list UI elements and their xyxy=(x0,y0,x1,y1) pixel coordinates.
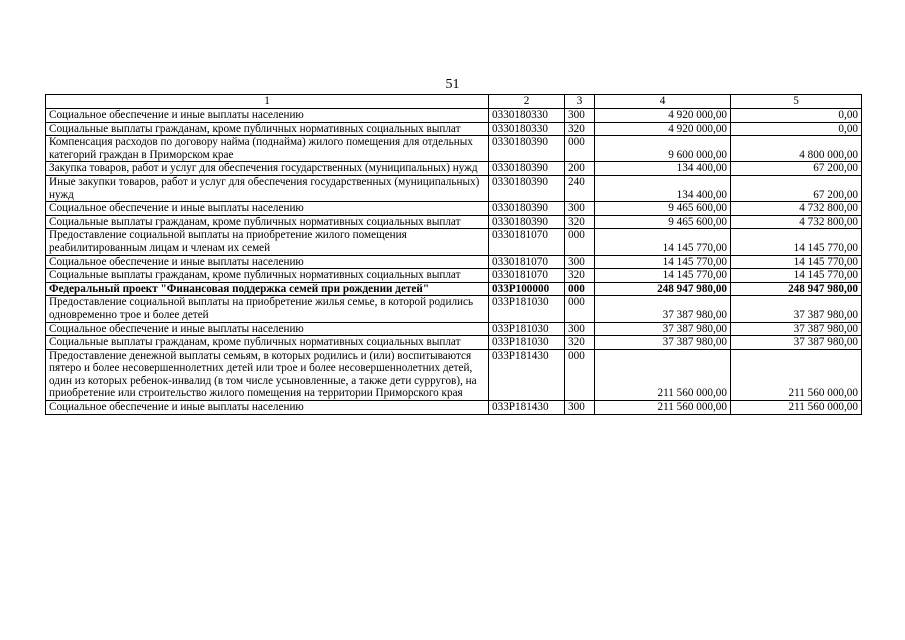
row-type-cell: 000 xyxy=(565,296,595,322)
row-type-cell: 300 xyxy=(565,401,595,415)
row-code-cell: 0330180390 xyxy=(489,136,565,162)
row-code-cell: 033P181030 xyxy=(489,322,565,336)
row-amount-col5-cell: 0,00 xyxy=(731,109,862,123)
row-amount-col4-cell: 134 400,00 xyxy=(595,175,731,201)
row-amount-col5-cell: 37 387 980,00 xyxy=(731,322,862,336)
row-amount-col5-cell: 14 145 770,00 xyxy=(731,229,862,255)
row-name-cell: Социальные выплаты гражданам, кроме публичных нормативных социальных выплат xyxy=(46,122,489,136)
row-amount-col4-cell: 211 560 000,00 xyxy=(595,349,731,400)
row-type-cell: 320 xyxy=(565,269,595,283)
row-amount-col4-cell: 4 920 000,00 xyxy=(595,109,731,123)
row-code-cell: 0330180330 xyxy=(489,122,565,136)
row-amount-col4-cell: 9 465 600,00 xyxy=(595,215,731,229)
row-code-cell: 0330180390 xyxy=(489,215,565,229)
row-type-cell: 000 xyxy=(565,136,595,162)
row-type-cell: 320 xyxy=(565,215,595,229)
table-row xyxy=(46,215,862,229)
table-row xyxy=(46,109,862,123)
row-amount-col4-cell: 37 387 980,00 xyxy=(595,336,731,350)
table-row xyxy=(46,175,862,201)
row-name-cell: Социальное обеспечение и иные выплаты населению xyxy=(46,255,489,269)
row-amount-col4-cell: 14 145 770,00 xyxy=(595,255,731,269)
table-row xyxy=(46,202,862,216)
row-amount-col4-cell: 14 145 770,00 xyxy=(595,229,731,255)
row-name-cell: Закупка товаров, работ и услуг для обеспечения государственных (муниципальных) нужд xyxy=(46,162,489,176)
table-row xyxy=(46,229,862,255)
row-type-cell: 300 xyxy=(565,255,595,269)
column-header-1: 1 xyxy=(46,95,489,109)
row-amount-col4-cell: 37 387 980,00 xyxy=(595,296,731,322)
row-amount-col5-cell: 14 145 770,00 xyxy=(731,255,862,269)
row-code-cell: 0330181070 xyxy=(489,255,565,269)
row-amount-col5-cell: 211 560 000,00 xyxy=(731,349,862,400)
row-code-cell: 033P100000 xyxy=(489,282,565,296)
row-amount-col5-cell: 14 145 770,00 xyxy=(731,269,862,283)
row-name-cell: Предоставление денежной выплаты семьям, в которых родились и (или) воспитываются пятеро и более несовершеннолетних детей или трое и более несовершеннолетних детей, один из которых ребенок-инвалид (в том числе усыновленные, а также дети сурругов), на приобретение или строительство жилого помещения на территории Приморского края xyxy=(46,349,489,400)
row-amount-col4-cell: 9 600 000,00 xyxy=(595,136,731,162)
table-row xyxy=(46,255,862,269)
column-header-2: 2 xyxy=(489,95,565,109)
row-name-cell: Социальное обеспечение и иные выплаты населению xyxy=(46,109,489,123)
row-amount-col5-cell: 4 732 800,00 xyxy=(731,215,862,229)
row-type-cell: 300 xyxy=(565,202,595,216)
row-type-cell: 320 xyxy=(565,122,595,136)
table-row xyxy=(46,269,862,283)
row-type-cell: 000 xyxy=(565,349,595,400)
row-amount-col5-cell: 4 800 000,00 xyxy=(731,136,862,162)
row-name-cell: Социальные выплаты гражданам, кроме публичных нормативных социальных выплат xyxy=(46,269,489,283)
row-name-cell: Предоставление социальной выплаты на приобретение жилого помещения реабилитированным лицам и членам их семей xyxy=(46,229,489,255)
row-amount-col4-cell: 248 947 980,00 xyxy=(595,282,731,296)
row-type-cell: 320 xyxy=(565,336,595,350)
row-amount-col5-cell: 67 200,00 xyxy=(731,162,862,176)
row-code-cell: 033P181030 xyxy=(489,336,565,350)
row-type-cell: 300 xyxy=(565,322,595,336)
row-amount-col4-cell: 9 465 600,00 xyxy=(595,202,731,216)
row-name-cell: Социальные выплаты гражданам, кроме публичных нормативных социальных выплат xyxy=(46,336,489,350)
row-type-cell: 300 xyxy=(565,109,595,123)
column-header-4: 4 xyxy=(595,95,731,109)
row-code-cell: 033P181430 xyxy=(489,401,565,415)
row-type-cell: 240 xyxy=(565,175,595,201)
row-name-cell: Социальное обеспечение и иные выплаты населению xyxy=(46,322,489,336)
row-amount-col4-cell: 14 145 770,00 xyxy=(595,269,731,283)
row-amount-col5-cell: 37 387 980,00 xyxy=(731,296,862,322)
row-amount-col5-cell: 67 200,00 xyxy=(731,175,862,201)
column-header-3: 3 xyxy=(565,95,595,109)
row-amount-col5-cell: 0,00 xyxy=(731,122,862,136)
column-header-5: 5 xyxy=(731,95,862,109)
row-amount-col5-cell: 211 560 000,00 xyxy=(731,401,862,415)
table-row xyxy=(46,322,862,336)
row-amount-col5-cell: 37 387 980,00 xyxy=(731,336,862,350)
table-row xyxy=(46,282,862,296)
table-row xyxy=(46,136,862,162)
row-code-cell: 0330181070 xyxy=(489,229,565,255)
row-code-cell: 0330180390 xyxy=(489,202,565,216)
row-type-cell: 000 xyxy=(565,229,595,255)
row-name-cell: Компенсация расходов по договору найма (поднайма) жилого помещения для отдельных категорий граждан в Приморском крае xyxy=(46,136,489,162)
table-row xyxy=(46,296,862,322)
row-amount-col4-cell: 4 920 000,00 xyxy=(595,122,731,136)
row-amount-col5-cell: 248 947 980,00 xyxy=(731,282,862,296)
row-code-cell: 0330180390 xyxy=(489,162,565,176)
row-name-cell: Социальное обеспечение и иные выплаты населению xyxy=(46,401,489,415)
row-amount-col4-cell: 134 400,00 xyxy=(595,162,731,176)
row-name-cell: Социальное обеспечение и иные выплаты населению xyxy=(46,202,489,216)
row-name-cell: Федеральный проект "Финансовая поддержка семей при рождении детей" xyxy=(46,282,489,296)
table-row xyxy=(46,336,862,350)
row-amount-col4-cell: 37 387 980,00 xyxy=(595,322,731,336)
row-code-cell: 0330181070 xyxy=(489,269,565,283)
row-code-cell: 0330180390 xyxy=(489,175,565,201)
row-amount-col5-cell: 4 732 800,00 xyxy=(731,202,862,216)
table-row xyxy=(46,162,862,176)
row-code-cell: 033P181430 xyxy=(489,349,565,400)
table-row xyxy=(46,122,862,136)
row-code-cell: 033P181030 xyxy=(489,296,565,322)
row-type-cell: 000 xyxy=(565,282,595,296)
page-number: 51 xyxy=(445,77,460,92)
row-code-cell: 0330180330 xyxy=(489,109,565,123)
table-header-row xyxy=(46,95,862,109)
table-row xyxy=(46,401,862,415)
row-type-cell: 200 xyxy=(565,162,595,176)
row-amount-col4-cell: 211 560 000,00 xyxy=(595,401,731,415)
budget-table xyxy=(45,94,862,415)
table-row xyxy=(46,349,862,400)
row-name-cell: Предоставление социальной выплаты на приобретение жилья семье, в которой родились одновременно трое и более детей xyxy=(46,296,489,322)
row-name-cell: Иные закупки товаров, работ и услуг для обеспечения государственных (муниципальных) нужд xyxy=(46,175,489,201)
row-name-cell: Социальные выплаты гражданам, кроме публичных нормативных социальных выплат xyxy=(46,215,489,229)
